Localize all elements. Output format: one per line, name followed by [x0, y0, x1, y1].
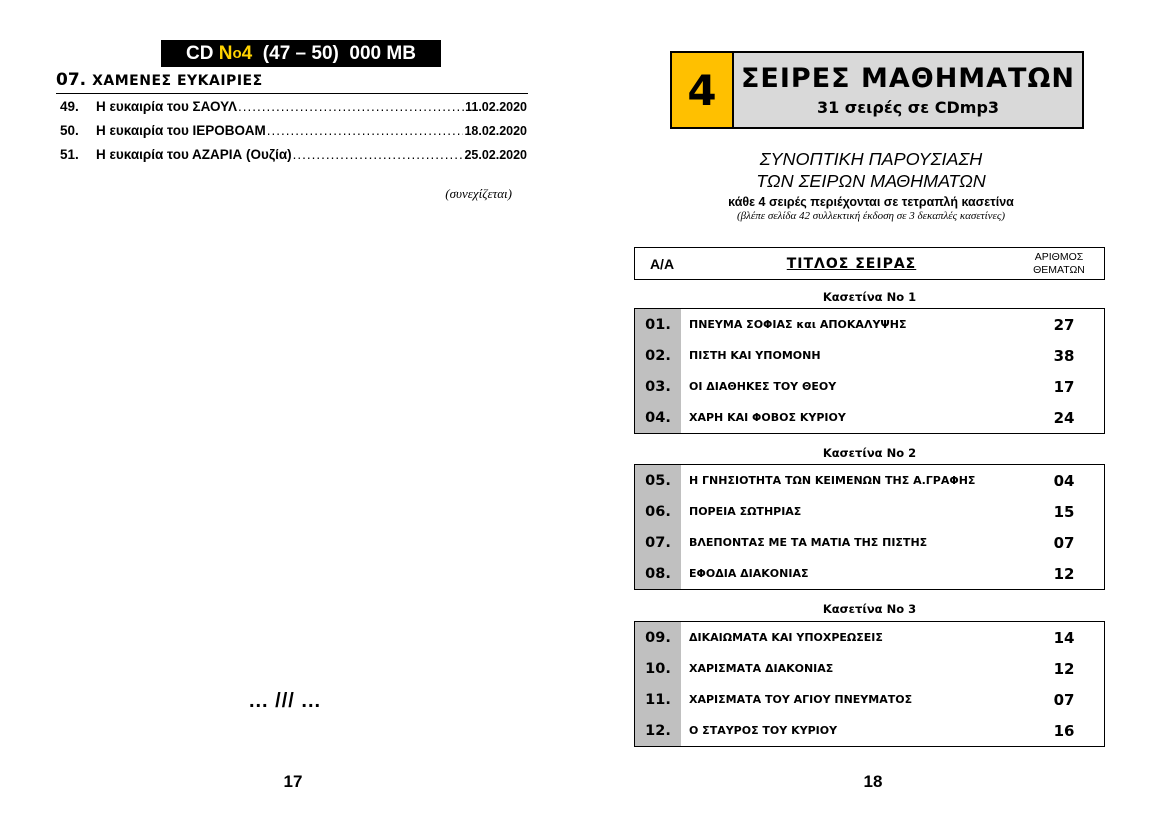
table-row	[635, 309, 1104, 340]
row-count: 07	[1053, 533, 1075, 552]
table-row	[635, 371, 1104, 402]
row-number: 07.	[635, 527, 681, 558]
cd-n-letter: N	[218, 42, 233, 64]
synopsis	[640, 148, 1102, 222]
header-count	[1014, 251, 1104, 277]
row-title: ΧΑΡΗ ΚΑΙ ΦΟΒΟΣ ΚΥΡΙΟΥ	[689, 411, 846, 424]
row-title: ΟΙ ΔΙΑΘΗΚΕΣ ΤΟΥ ΘΕΟΥ	[689, 380, 837, 393]
row-count: 14	[1053, 628, 1075, 647]
table-row	[635, 622, 1104, 653]
lesson-date: 11.02.2020	[465, 100, 527, 114]
table-row	[635, 684, 1104, 715]
cassette-label: Κασετίνα Νο 3	[822, 602, 917, 616]
row-count: 12	[1053, 659, 1075, 678]
cd-header	[161, 40, 441, 67]
table-row	[635, 715, 1104, 746]
row-count: 38	[1053, 346, 1075, 365]
cassette-group	[634, 464, 1105, 590]
table-row	[635, 653, 1104, 684]
row-title: ΠΟΡΕΙΑ ΣΩΤΗΡΙΑΣ	[689, 505, 802, 518]
row-title: ΕΦΟΔΙΑ ΔΙΑΚΟΝΙΑΣ	[689, 567, 809, 580]
lesson-title: Η ευκαιρία του ΣΑΟΥΛ	[96, 99, 237, 114]
lesson-number: 51.	[60, 147, 79, 162]
lesson-row	[60, 99, 527, 117]
row-title: ΠΝΕΥΜΑ ΣΟΦΙΑΣ και ΑΠΟΚΑΛΥΨΗΣ	[689, 318, 907, 331]
row-title: ΠΙΣΤΗ ΚΑΙ ΥΠΟΜΟΝΗ	[689, 349, 821, 362]
page-number-right: 18	[863, 772, 883, 791]
row-number: 11.	[635, 684, 681, 715]
table-row	[635, 496, 1104, 527]
table-row	[635, 527, 1104, 558]
header-count-line-2: ΘΕΜΑΤΩΝ	[1033, 263, 1085, 276]
cassette-group	[634, 621, 1105, 747]
box-subtitle: 31 σειρές σε CDmp3	[816, 98, 1000, 117]
row-number: 09.	[635, 622, 681, 653]
row-count: 04	[1053, 471, 1075, 490]
header-aa: Α/Α	[649, 255, 675, 272]
cd-range: (47 – 50) 000 MB	[252, 42, 416, 64]
page-number-left: 17	[283, 772, 303, 791]
row-count: 07	[1053, 690, 1075, 709]
row-number: 05.	[635, 465, 681, 496]
row-number: 06.	[635, 496, 681, 527]
lesson-row	[60, 147, 527, 165]
cassette-group	[634, 308, 1105, 434]
row-count: 16	[1053, 721, 1075, 740]
row-title: Ο ΣΤΑΥΡΟΣ ΤΟΥ ΚΥΡΙΟΥ	[689, 724, 838, 737]
box-text	[734, 53, 1082, 127]
end-mark: ... /// ...	[248, 690, 322, 712]
row-count: 15	[1053, 502, 1075, 521]
row-count: 17	[1053, 377, 1075, 396]
row-title: Η ΓΝΗΣΙΟΤΗΤΑ ΤΩΝ ΚΕΙΜΕΝΩΝ ΤΗΣ Α.ΓΡΑΦΗΣ	[689, 474, 976, 487]
box-title: ΣΕΙΡΕΣ ΜΑΘΗΜΑΤΩΝ	[740, 63, 1076, 94]
row-number: 04.	[635, 402, 681, 433]
header-title: ΤΙΤΛΟΣ ΣΕΙΡΑΣ	[786, 255, 917, 272]
table-row	[635, 340, 1104, 371]
row-title: ΒΛΕΠΟΝΤΑΣ ΜΕ ΤΑ ΜΑΤΙΑ ΤΗΣ ΠΙΣΤΗΣ	[689, 536, 928, 549]
row-count: 12	[1053, 564, 1075, 583]
series-heading	[56, 70, 528, 94]
dot-leader	[267, 123, 464, 138]
row-title: ΧΑΡΙΣΜΑΤΑ ΤΟΥ ΑΓΙΟΥ ΠΝΕΥΜΑΤΟΣ	[689, 693, 913, 706]
lesson-date: 18.02.2020	[464, 124, 527, 138]
cassette-label: Κασετίνα Νο 1	[822, 290, 917, 304]
series-number: 07.	[56, 70, 87, 90]
row-count: 27	[1053, 315, 1075, 334]
row-number: 12.	[635, 715, 681, 746]
series-title: ΧΑΜΕΝΕΣ ΕΥΚΑΙΡΙΕΣ	[92, 73, 263, 89]
box-number: 4	[672, 53, 734, 127]
lesson-title: Η ευκαιρία του ΙΕΡΟΒΟΑΜ	[96, 123, 266, 138]
row-number: 10.	[635, 653, 681, 684]
row-number: 03.	[635, 371, 681, 402]
header-count-line-1: ΑΡΙΘΜΟΣ	[1034, 250, 1084, 263]
row-title: ΧΑΡΙΣΜΑΤΑ ΔΙΑΚΟΝΙΑΣ	[689, 662, 834, 675]
synopsis-line-1: ΣΥΝΟΠΤΙΚΗ ΠΑΡΟΥΣΙΑΣΗ	[759, 149, 983, 169]
synopsis-line-4: (βλέπε σελίδα 42 συλλεκτική έκδοση σε 3 δεκαπλές κασετίνες)	[737, 210, 1005, 222]
cassette-label: Κασετίνα Νο 2	[822, 446, 917, 460]
row-title: ΔΙΚΑΙΩΜΑΤΑ ΚΑΙ ΥΠΟΧΡΕΩΣΕΙΣ	[689, 631, 883, 644]
row-number: 01.	[635, 309, 681, 340]
cd-o-letter: o	[232, 45, 242, 62]
cd-prefix: CD	[186, 42, 219, 64]
table-row	[635, 465, 1104, 496]
row-count: 24	[1053, 408, 1075, 427]
synopsis-line-3: κάθε 4 σειρές περιέχονται σε τετραπλή κασετίνα	[728, 195, 1014, 209]
lesson-title: Η ευκαιρία του ΑΖΑΡΙΑ (Ουζία)	[96, 147, 292, 162]
cd-number: 4	[241, 42, 253, 64]
row-number: 02.	[635, 340, 681, 371]
table-header	[634, 247, 1105, 280]
table-row	[635, 402, 1104, 433]
lesson-number: 49.	[60, 99, 79, 114]
dot-leader	[293, 147, 464, 162]
row-number: 08.	[635, 558, 681, 589]
lesson-number: 50.	[60, 123, 79, 138]
table-row	[635, 558, 1104, 589]
synopsis-line-2: ΤΩΝ ΣΕΙΡΩΝ ΜΑΘΗΜΑΤΩΝ	[756, 171, 986, 191]
lesson-row	[60, 123, 527, 141]
series-count-box	[670, 51, 1084, 129]
continued-note: (συνεχίζεται)	[445, 186, 512, 201]
lesson-date: 25.02.2020	[464, 148, 527, 162]
dot-leader	[238, 99, 464, 114]
